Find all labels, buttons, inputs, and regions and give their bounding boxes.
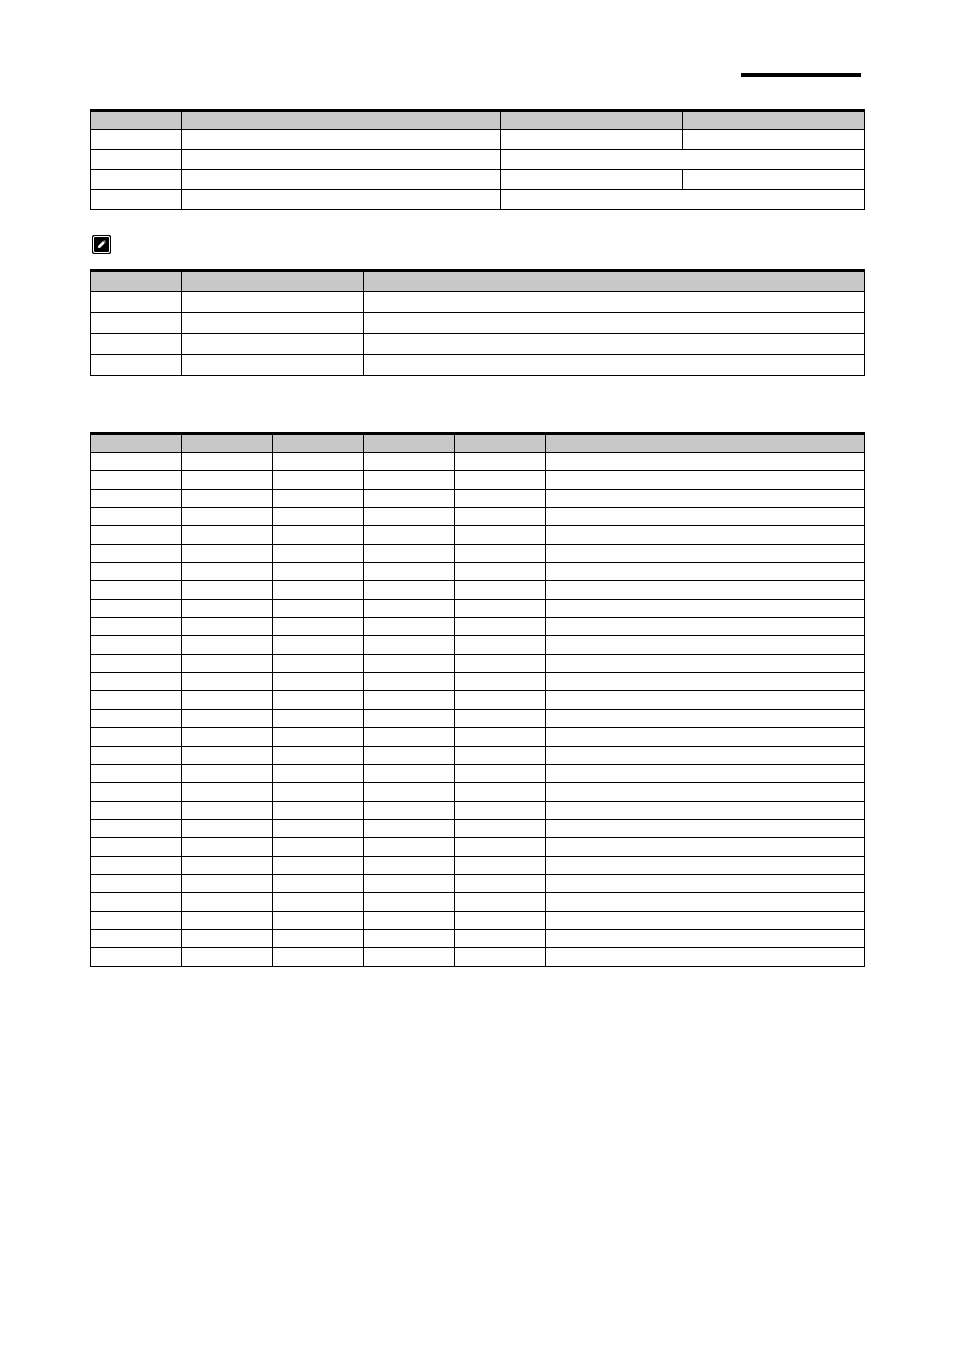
table-cell [91,746,182,764]
table-header-row [91,271,865,292]
header-rule [741,73,861,77]
table-cell [182,334,364,355]
table-body [91,453,865,967]
table-cell [455,856,546,874]
table-cell [273,893,364,911]
table-cell [273,508,364,526]
table-cell [182,801,273,819]
table-row [91,801,865,819]
table-cell [273,581,364,599]
table-cell [364,893,455,911]
table-row [91,654,865,672]
table-cell [182,636,273,654]
table-cell [91,150,182,170]
table-row [91,893,865,911]
table-cell [364,636,455,654]
table-cell [455,874,546,892]
table-cell [364,489,455,507]
table-cell [364,599,455,617]
table-cell [455,599,546,617]
spec-table-1 [90,109,865,210]
table-cell [182,654,273,672]
table-cell [455,911,546,929]
table-cell [91,874,182,892]
table-row [91,190,865,210]
table-cell [91,709,182,727]
header-cell [91,271,182,292]
table-row [91,636,865,654]
table-cell [683,170,865,190]
table-header-row [91,111,865,130]
table-row [91,783,865,801]
table-row [91,508,865,526]
table-cell [273,526,364,544]
table-cell [91,544,182,562]
table-row [91,728,865,746]
table-cell-merged [501,150,865,170]
table-cell [91,819,182,837]
table-cell [364,654,455,672]
table-cell [273,856,364,874]
table-cell [91,453,182,471]
table-cell [273,929,364,947]
table-cell [364,874,455,892]
table-cell [364,508,455,526]
table-cell [91,856,182,874]
table-cell [182,819,273,837]
table-cell [182,489,273,507]
table-cell [91,618,182,636]
table-cell [546,563,865,581]
table-cell [182,929,273,947]
table-cell [546,948,865,966]
table-cell [182,313,364,334]
header-cell [455,434,546,453]
table-cell [91,526,182,544]
table-cell [182,874,273,892]
table-cell [455,819,546,837]
table-cell [182,783,273,801]
table-cell [364,948,455,966]
table-cell [546,838,865,856]
table-cell [91,893,182,911]
table-cell [455,746,546,764]
table-cell [546,618,865,636]
table-cell [182,618,273,636]
table-cell [455,801,546,819]
table-cell [546,453,865,471]
table-cell [91,292,182,313]
header-cell [364,434,455,453]
table-cell [546,471,865,489]
table-cell [364,334,865,355]
table-cell [455,654,546,672]
table-cell [273,948,364,966]
table-cell [273,618,364,636]
table-cell [546,893,865,911]
table-cell [455,893,546,911]
table-row [91,453,865,471]
table-cell [182,544,273,562]
table-cell [182,691,273,709]
table-cell [273,801,364,819]
table-cell [273,489,364,507]
table-cell [546,856,865,874]
table-cell [364,618,455,636]
header-cell [683,111,865,130]
header-cell [273,434,364,453]
header-cell [182,271,364,292]
table-cell [273,746,364,764]
table-cell [364,911,455,929]
table-row [91,838,865,856]
table-cell [182,746,273,764]
table-cell [182,764,273,782]
table-cell [182,856,273,874]
table-cell [683,130,865,150]
table-cell [546,691,865,709]
table-cell [91,599,182,617]
table-row [91,819,865,837]
table-cell [455,489,546,507]
table-cell [546,709,865,727]
table-cell [182,471,273,489]
table-cell [364,691,455,709]
table-cell [91,929,182,947]
table-cell [273,911,364,929]
table-cell [364,544,455,562]
table-cell [273,453,364,471]
table-cell [182,581,273,599]
table-cell [182,526,273,544]
table-cell [455,636,546,654]
table-cell [364,709,455,727]
table-row [91,673,865,691]
table-cell [182,563,273,581]
table-cell [182,170,501,190]
table-row [91,856,865,874]
table-cell [546,911,865,929]
table-cell [182,130,501,150]
table-cell [91,508,182,526]
table-cell [364,838,455,856]
table-cell [91,636,182,654]
table-cell [364,453,455,471]
table-cell [455,526,546,544]
table-cell [91,801,182,819]
table-cell [91,948,182,966]
table-row [91,526,865,544]
table-cell [364,728,455,746]
table-cell [546,746,865,764]
table-row [91,709,865,727]
table-cell [91,190,182,210]
table-cell [182,673,273,691]
header-cell [182,111,501,130]
table-cell [364,783,455,801]
table-cell [546,764,865,782]
table-cell [364,581,455,599]
table-row [91,292,865,313]
table-cell [91,355,182,376]
table-cell [364,929,455,947]
header-cell [364,271,865,292]
table-cell [364,526,455,544]
table-cell [182,728,273,746]
table-cell [273,764,364,782]
table-cell [182,150,501,170]
table-cell [455,783,546,801]
table-cell [91,334,182,355]
table-cell [273,709,364,727]
table-cell [91,130,182,150]
table-cell [91,489,182,507]
table-cell [273,471,364,489]
table-cell [182,355,364,376]
table-cell [91,764,182,782]
table-cell [182,948,273,966]
table-cell [455,453,546,471]
table-cell [273,874,364,892]
table-cell [273,819,364,837]
table-cell [364,819,455,837]
table-cell [182,292,364,313]
table-cell [364,471,455,489]
table-cell [91,691,182,709]
table-cell-merged [501,190,865,210]
table-cell [91,563,182,581]
table-row [91,746,865,764]
table-header-row [91,434,865,453]
table-cell [546,783,865,801]
table-cell [364,856,455,874]
table-row [91,929,865,947]
header-cell [501,111,683,130]
table-cell [455,929,546,947]
table-row [91,599,865,617]
table-cell [91,313,182,334]
table-row [91,471,865,489]
table-row [91,948,865,966]
table-cell [182,508,273,526]
table-row [91,170,865,190]
pencil-note-icon [92,235,111,254]
table-cell [455,581,546,599]
table-row [91,581,865,599]
table-cell [546,489,865,507]
header-cell [91,434,182,453]
spec-table-2 [90,269,865,376]
table-cell [546,636,865,654]
spec-table-3 [90,432,865,967]
table-cell [455,691,546,709]
table-cell [182,838,273,856]
table-cell [91,654,182,672]
table-cell [455,948,546,966]
table-cell [546,929,865,947]
table-cell [182,453,273,471]
table-cell [546,874,865,892]
table-cell [546,581,865,599]
table-cell [455,471,546,489]
header-cell [182,434,273,453]
table-cell [364,563,455,581]
table-cell [273,544,364,562]
table-cell [91,911,182,929]
header-cell [91,111,182,130]
table-row [91,691,865,709]
table-cell [364,355,865,376]
table-cell [364,801,455,819]
table-cell [273,563,364,581]
table-cell [546,654,865,672]
table-cell [455,508,546,526]
table-cell [501,170,683,190]
table-row [91,489,865,507]
table-cell [273,673,364,691]
table-cell [182,911,273,929]
table-cell [546,673,865,691]
table-row [91,150,865,170]
table-row [91,764,865,782]
table-cell [91,471,182,489]
table-cell [182,893,273,911]
table-cell [546,508,865,526]
table-cell [273,636,364,654]
table-cell [273,728,364,746]
table-cell [91,783,182,801]
table-cell [364,764,455,782]
table-row [91,355,865,376]
table-row [91,911,865,929]
table-cell [546,544,865,562]
header-cell [546,434,865,453]
table-row [91,334,865,355]
table-row [91,544,865,562]
table-cell [455,618,546,636]
table-cell [273,838,364,856]
table-row [91,874,865,892]
table-cell [273,654,364,672]
table-row [91,618,865,636]
table-cell [91,838,182,856]
table-cell [364,673,455,691]
table-cell [91,673,182,691]
table-cell [91,728,182,746]
table-cell [273,783,364,801]
table-cell [455,563,546,581]
table-cell [91,170,182,190]
table-cell [546,526,865,544]
table-cell [546,819,865,837]
table-cell [182,599,273,617]
table-cell [455,728,546,746]
table-cell [455,709,546,727]
table-cell [546,599,865,617]
table-row [91,563,865,581]
table-cell [182,709,273,727]
table-row [91,130,865,150]
table-cell [455,544,546,562]
table-cell [182,190,501,210]
table-cell [273,599,364,617]
table-cell [501,130,683,150]
table-cell [364,313,865,334]
table-row [91,313,865,334]
table-cell [455,673,546,691]
table-cell [455,764,546,782]
table-cell [364,292,865,313]
table-cell [546,801,865,819]
table-cell [91,581,182,599]
table-cell [546,728,865,746]
table-cell [455,838,546,856]
table-cell [364,746,455,764]
table-cell [273,691,364,709]
